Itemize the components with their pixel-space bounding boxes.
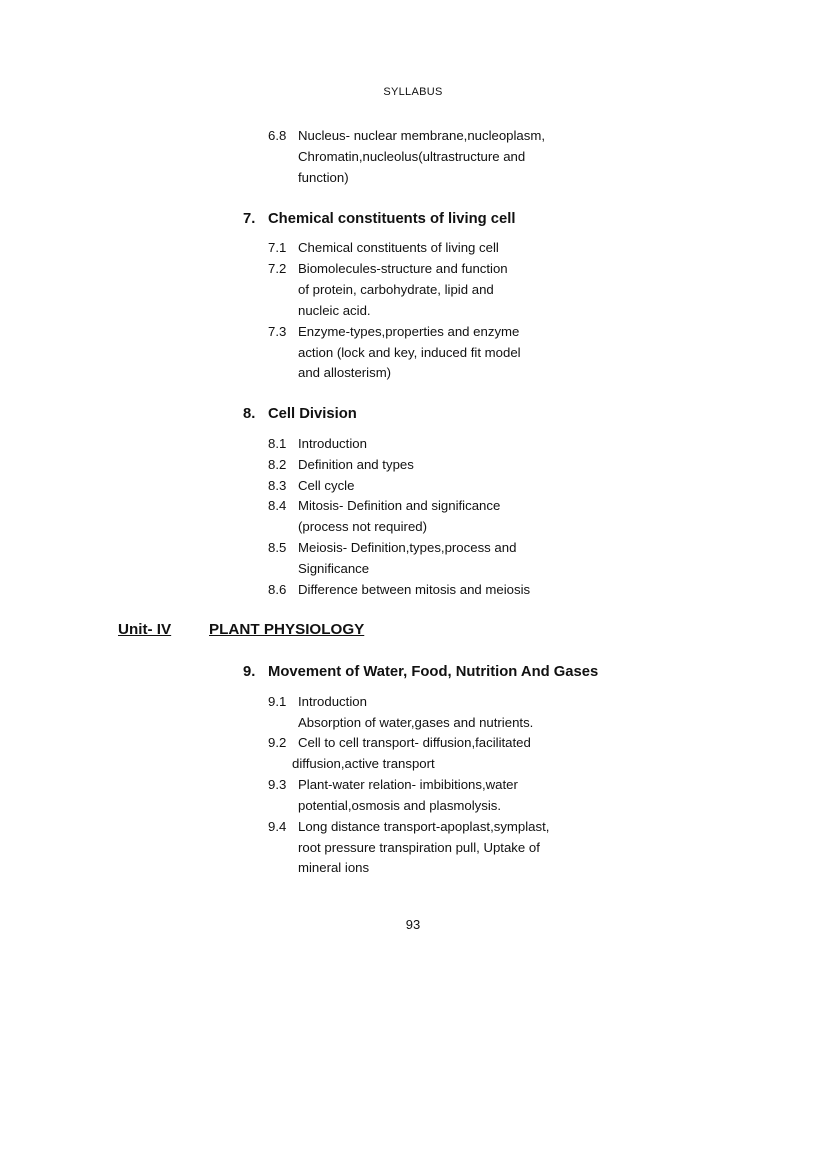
- subsection-8-4: [268, 498, 500, 514]
- subsection-8-6: [268, 582, 530, 598]
- subsection-8-2: [268, 457, 414, 473]
- subsection-number: 9.4: [268, 819, 287, 834]
- subsection-8-3: [268, 478, 354, 494]
- subsection-text: Mitosis- Definition and significance: [298, 498, 501, 513]
- subsection-text: Long distance transport-apoplast,symplast,: [298, 819, 550, 834]
- section-title: Cell Division: [268, 406, 357, 422]
- page-number: 93: [405, 917, 421, 932]
- subsection-text: Introduction: [298, 694, 367, 709]
- subsection-7-2: [268, 261, 508, 277]
- subsection-text: Plant-water relation- imbibitions,water: [298, 777, 518, 792]
- subsection-number: 9.3: [268, 777, 287, 792]
- subsection-number: 8.2: [268, 457, 287, 472]
- subsection-7-3: [268, 324, 519, 340]
- subsection-number: 7.2: [268, 261, 287, 276]
- subsection-number: 7.1: [268, 240, 287, 255]
- subsection-7-3-line-2: action (lock and key, induced fit model: [298, 345, 521, 360]
- section-heading-8: [243, 405, 357, 423]
- subsection-8-4-line-2: (process not required): [298, 519, 428, 534]
- subsection-text: Biomolecules-structure and function: [298, 261, 508, 276]
- subsection-number: 8.6: [268, 582, 287, 597]
- section-number: 7.: [243, 211, 256, 227]
- subsection-7-3-line-3: and allosterism): [298, 365, 392, 380]
- subsection-text: Cell cycle: [298, 478, 355, 493]
- unit-title: PLANT PHYSIOLOGY: [209, 621, 365, 638]
- section-title: Movement of Water, Food, Nutrition And Gases: [268, 664, 599, 680]
- subsection-text: Enzyme-types,properties and enzyme: [298, 324, 520, 339]
- subsection-number: 9.1: [268, 694, 287, 709]
- subsection-9-4: [268, 819, 549, 835]
- subsection-6-8: [268, 128, 545, 144]
- subsection-number: 8.5: [268, 540, 287, 555]
- subsection-9-4-line-3: mineral ions: [298, 860, 370, 875]
- subsection-text: Cell to cell transport- diffusion,facilitated: [298, 735, 531, 750]
- subsection-9-3: [268, 777, 518, 793]
- subsection-text: Chemical constituents of living cell: [298, 240, 499, 255]
- unit-label: Unit- IV: [118, 621, 172, 638]
- subsection-text: Difference between mitosis and meiosis: [298, 582, 531, 597]
- section-heading-7: [243, 210, 516, 228]
- subsection-number: 6.8: [268, 128, 287, 143]
- subsection-text: Meiosis- Definition,types,process and: [298, 540, 517, 555]
- subsection-number: 8.3: [268, 478, 287, 493]
- subsection-6-8-line-3: function): [298, 170, 349, 185]
- subsection-number: 7.3: [268, 324, 287, 339]
- subsection-7-2-line-2: of protein, carbohydrate, lipid and: [298, 282, 494, 297]
- section-number: 9.: [243, 664, 256, 680]
- page-header: SYLLABUS: [383, 86, 443, 98]
- subsection-6-8-line-2: Chromatin,nucleolus(ultrastructure and: [298, 149, 526, 164]
- subsection-9-1-line-2: Absorption of water,gases and nutrients.: [298, 715, 534, 730]
- subsection-9-1: [268, 694, 367, 710]
- subsection-number: 8.1: [268, 436, 287, 451]
- subsection-9-4-line-2: root pressure transpiration pull, Uptake of: [298, 840, 540, 855]
- subsection-number: 8.4: [268, 498, 287, 513]
- subsection-7-2-line-3: nucleic acid.: [298, 303, 371, 318]
- subsection-text: Nucleus- nuclear membrane,nucleoplasm,: [298, 128, 546, 143]
- section-number: 8.: [243, 406, 256, 422]
- subsection-8-5: [268, 540, 516, 556]
- subsection-number: 9.2: [268, 735, 287, 750]
- section-heading-9: [243, 663, 598, 681]
- subsection-8-5-line-2: Significance: [298, 561, 370, 576]
- subsection-7-1: [268, 240, 499, 256]
- subsection-9-3-line-2: potential,osmosis and plasmolysis.: [298, 798, 502, 813]
- subsection-text: Introduction: [298, 436, 367, 451]
- subsection-text: Definition and types: [298, 457, 414, 472]
- subsection-8-1: [268, 436, 367, 452]
- subsection-9-2: [268, 735, 531, 751]
- subsection-9-2-line-2: diffusion,active transport: [292, 756, 435, 771]
- section-title: Chemical constituents of living cell: [268, 211, 516, 227]
